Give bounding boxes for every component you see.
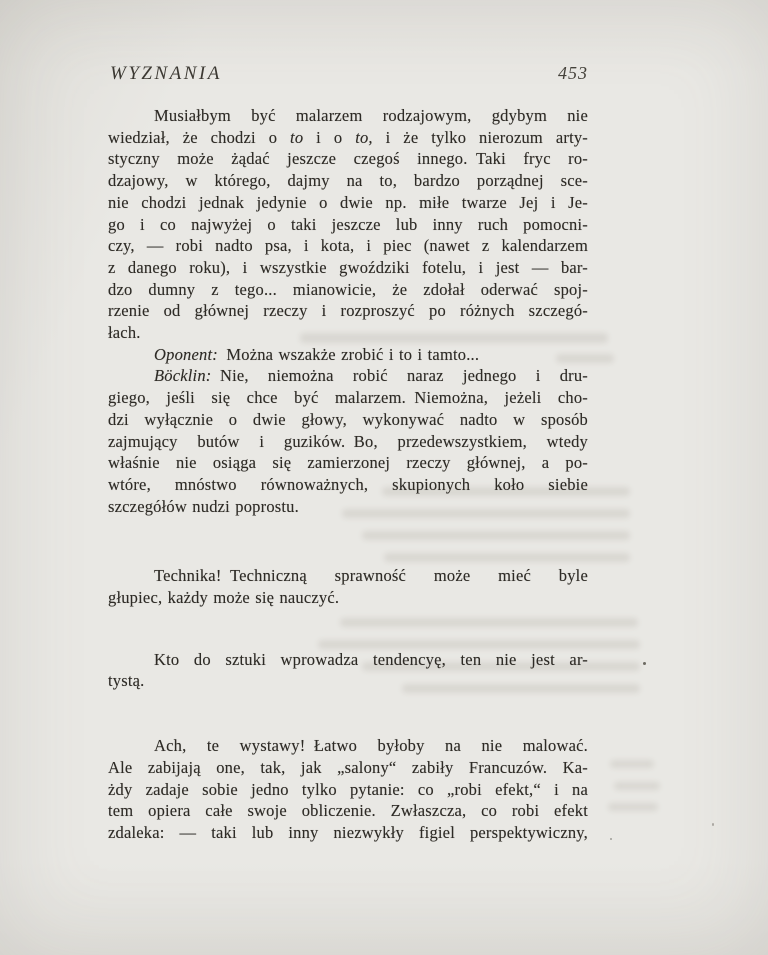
ink-speck	[712, 823, 714, 826]
body-text	[108, 105, 588, 844]
text-segment: giego, jeśli się chce być malarzem. Niemożna, jeżeli cho-	[108, 388, 588, 408]
text-segment: i że tylko nierozum arty-	[372, 127, 588, 147]
ink-speck	[610, 838, 612, 840]
text-segment: dzo dumny z tego... mianowicie, że zdołał oderwać spoj-	[108, 279, 588, 299]
paragraph	[108, 649, 588, 692]
text-line	[108, 344, 588, 366]
paragraph	[108, 105, 588, 344]
text-line	[108, 279, 588, 301]
text-line	[108, 474, 588, 496]
text-line	[108, 565, 588, 587]
text-segment: go i co najwyżej o taki jeszcze lub inny ruch pomocni-	[108, 214, 588, 234]
text-segment: wiedział, że chodzi o	[108, 127, 291, 147]
text-segment: szczegółów nudzi poprostu.	[108, 496, 299, 516]
text-line	[108, 496, 588, 518]
text-segment: Nie, niemożna robić naraz jednego i dru-	[211, 366, 588, 386]
text-segment: Można wszakże zrobić i to i tamto...	[217, 344, 480, 364]
text-segment: tystą.	[108, 671, 145, 691]
showthrough-smudge	[610, 760, 654, 768]
text-segment: zajmujący butów i guzików. Bo, przedewszystkiem, wtedy	[108, 431, 588, 451]
text-line	[108, 170, 588, 192]
italic-text: to	[290, 127, 304, 147]
paragraph	[108, 344, 588, 366]
text-segment: łach.	[108, 323, 141, 343]
text-segment: zdaleka: — taki lub inny niezwykły figiel perspektywiczny,	[108, 822, 588, 842]
text-segment: Ale zabijają one, tak, jak „salony“ zabiły Francuzów. Ka-	[108, 757, 588, 777]
text-segment: czy, — robi nadto psa, i kota, i piec (nawet z kalendarzem	[108, 236, 588, 256]
text-line	[108, 431, 588, 453]
text-segment: głupiec, każdy może się nauczyć.	[108, 588, 340, 608]
text-line	[108, 192, 588, 214]
text-line	[108, 300, 588, 322]
text-segment: właśnie nie osiąga się zamierzonej rzeczy głównej, a po-	[108, 453, 588, 473]
paragraph	[108, 365, 588, 517]
text-line	[108, 387, 588, 409]
italic-text: Böcklin:	[154, 366, 212, 386]
paragraph	[108, 735, 588, 844]
text-line	[108, 452, 588, 474]
text-segment: Technika! Techniczną sprawność może mieć byle	[154, 566, 588, 586]
paragraph	[108, 565, 588, 608]
text-segment: z danego roku), i wszystkie gwoździki fotelu, i jest — bar-	[108, 257, 588, 277]
text-line	[108, 779, 588, 801]
text-line	[108, 757, 588, 779]
text-segment: żdy zadaje sobie jedno tylko pytanie: co „robi efekt,“ i na	[108, 779, 588, 799]
showthrough-smudge	[614, 782, 660, 790]
text-line	[108, 322, 588, 344]
text-segment: Kto do sztuki wprowadza tendencyę, ten nie jest ar-	[154, 649, 588, 669]
text-line	[108, 649, 588, 671]
text-segment: tem opiera całe swoje obliczenie. Zwłaszcza, co robi efekt	[108, 801, 588, 821]
text-line	[108, 800, 588, 822]
text-segment: dzi wyłącznie o dwie głowy, wykonywać nadto w sposób	[108, 409, 588, 429]
text-line	[108, 235, 588, 257]
text-segment: dzajowy, w którego, dajmy na to, bardzo porządnej sce-	[108, 171, 588, 191]
text-segment: i o	[303, 127, 356, 147]
text-segment: styczny może żądać jeszcze czegoś innego. Taki fryc ro-	[108, 149, 588, 169]
page-header	[110, 63, 588, 85]
text-line	[108, 148, 588, 170]
text-line	[108, 670, 588, 692]
text-line	[108, 214, 588, 236]
text-line	[108, 822, 588, 844]
text-segment: Ach, te wystawy! Łatwo byłoby na nie malować.	[154, 736, 588, 756]
italic-text: to,	[355, 127, 373, 147]
text-line	[108, 127, 588, 149]
running-title: WYZNANIA	[110, 63, 222, 84]
showthrough-smudge	[608, 803, 658, 811]
text-segment: Musiałbym być malarzem rodzajowym, gdybym nie	[154, 106, 588, 125]
text-line	[108, 735, 588, 757]
text-line	[108, 257, 588, 279]
page-number: 453	[558, 63, 588, 83]
text-line	[108, 105, 588, 127]
text-segment: wtóre, mnóstwo równoważnych, skupionych koło siebie	[108, 474, 588, 494]
text-line	[108, 409, 588, 431]
text-line	[108, 587, 588, 609]
ink-speck	[643, 662, 646, 665]
text-line	[108, 365, 588, 387]
italic-text: Oponent:	[154, 344, 218, 364]
text-segment: nie chodzi jednak jedynie o dwie np. miłe twarze Jej i Je-	[108, 192, 588, 212]
text-segment: rzenie od głównej rzeczy i rozproszyć po różnych szczegó-	[108, 301, 588, 321]
